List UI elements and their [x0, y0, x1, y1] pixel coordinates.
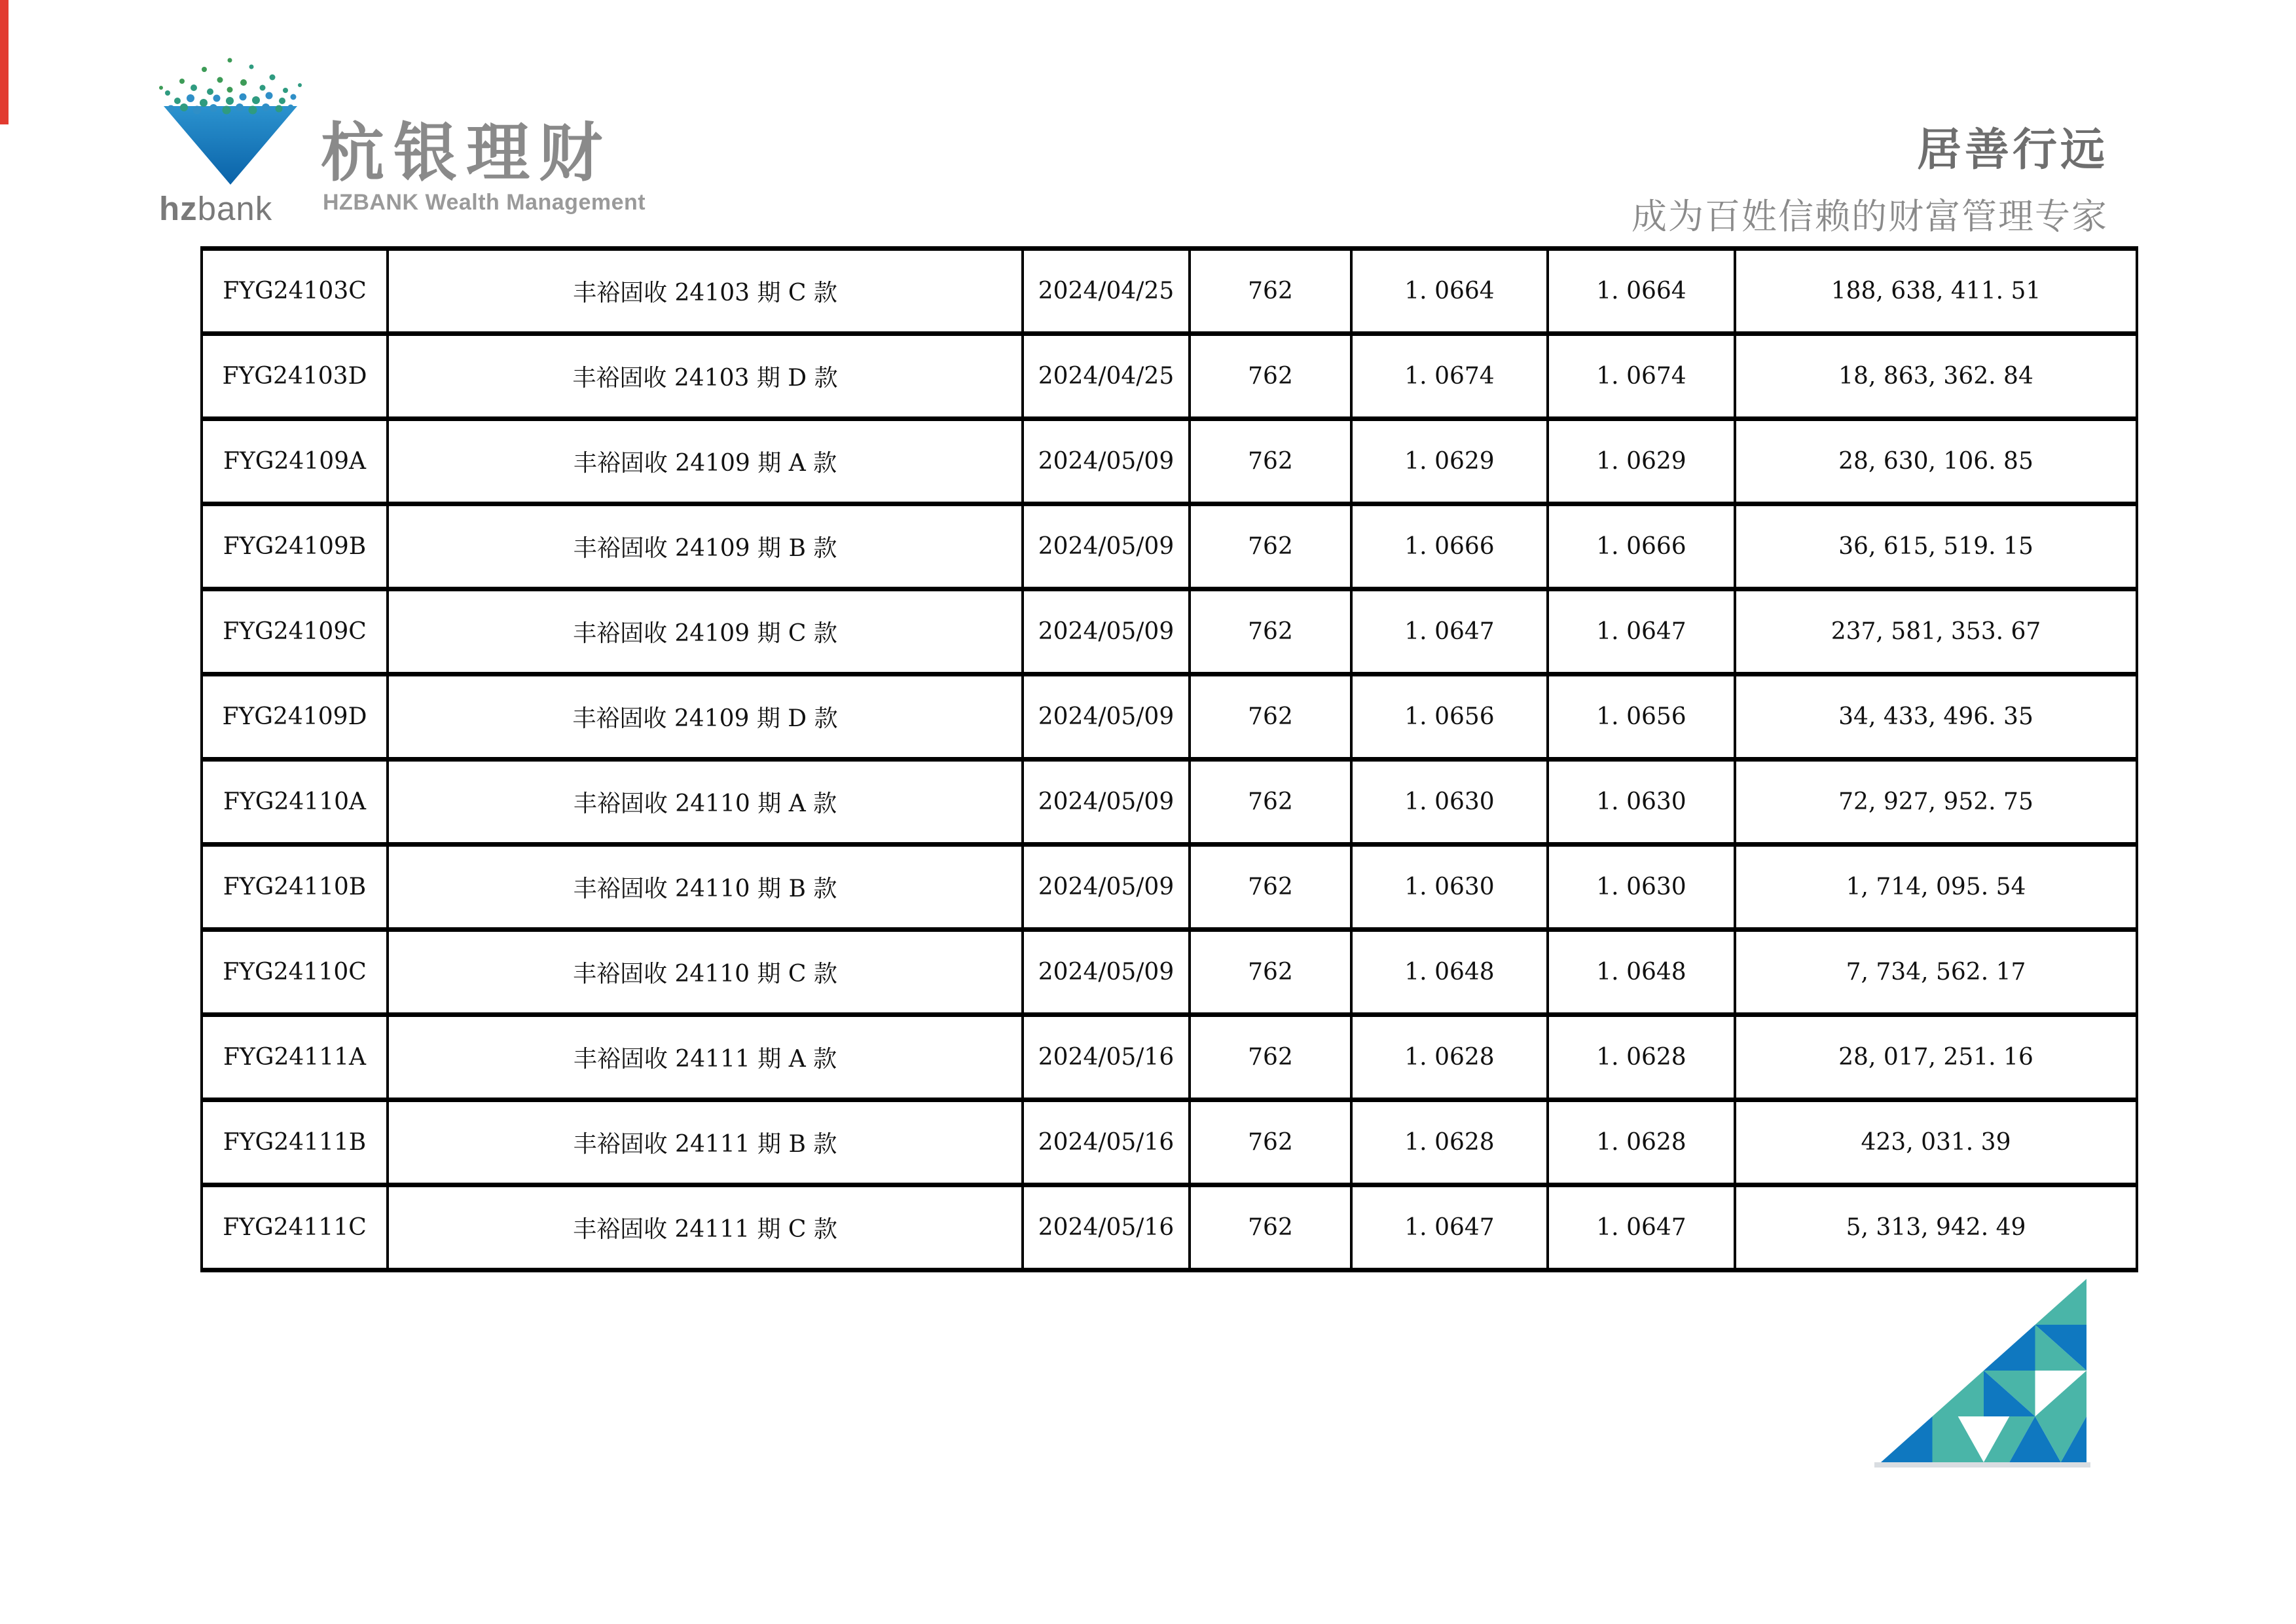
cell-amount: 188, 638, 411. 51 [1735, 249, 2137, 334]
cell-date: 2024/05/16 [1023, 1100, 1190, 1185]
cell-days: 762 [1190, 249, 1351, 334]
cell-date: 2024/04/25 [1023, 249, 1190, 334]
cell-cumulative-nav: 1. 0630 [1548, 845, 1735, 930]
cell-date: 2024/05/09 [1023, 674, 1190, 760]
cell-amount: 28, 630, 106. 85 [1735, 419, 2137, 504]
cell-cumulative-nav: 1. 0629 [1548, 419, 1735, 504]
cell-amount: 5, 313, 942. 49 [1735, 1185, 2137, 1270]
cell-product-name: 丰裕固收 24109 期 A 款 [388, 419, 1023, 504]
table-row [202, 674, 2137, 760]
table-row [202, 334, 2137, 419]
logo-latin-rest: bank [197, 190, 273, 227]
triangle-shadow-bar [1874, 1462, 2090, 1467]
cell-product-name: 丰裕固收 24111 期 B 款 [388, 1100, 1023, 1185]
cell-product-name: 丰裕固收 24109 期 B 款 [388, 504, 1023, 589]
logo-latin-bold: hz [159, 190, 198, 227]
cell-date: 2024/05/09 [1023, 930, 1190, 1015]
cell-cumulative-nav: 1. 0674 [1548, 334, 1735, 419]
cell-product-name: 丰裕固收 24110 期 A 款 [388, 760, 1023, 845]
table-row [202, 589, 2137, 674]
cell-nav: 1. 0656 [1351, 674, 1548, 760]
cell-nav: 1. 0647 [1351, 589, 1548, 674]
cell-date: 2024/05/16 [1023, 1015, 1190, 1100]
cell-product-code: FYG24109D [202, 674, 388, 760]
triangle-mosaic-decoration [1881, 1279, 2086, 1462]
slogan-subtitle: 成为百姓信赖的财富管理专家 [1631, 196, 2108, 237]
cell-cumulative-nav: 1. 0647 [1548, 1185, 1735, 1270]
cell-product-name: 丰裕固收 24103 期 D 款 [388, 334, 1023, 419]
cell-amount: 72, 927, 952. 75 [1735, 760, 2137, 845]
cell-cumulative-nav: 1. 0628 [1548, 1100, 1735, 1185]
cell-product-code: FYG24110A [202, 760, 388, 845]
cell-nav: 1. 0647 [1351, 1185, 1548, 1270]
table-row [202, 1185, 2137, 1270]
cell-amount: 28, 017, 251. 16 [1735, 1015, 2137, 1100]
cell-nav: 1. 0666 [1351, 504, 1548, 589]
cell-amount: 36, 615, 519. 15 [1735, 504, 2137, 589]
cell-product-name: 丰裕固收 24109 期 C 款 [388, 589, 1023, 674]
cell-date: 2024/04/25 [1023, 334, 1190, 419]
cell-product-code: FYG24111A [202, 1015, 388, 1100]
cell-product-name: 丰裕固收 24110 期 C 款 [388, 930, 1023, 1015]
cell-nav: 1. 0648 [1351, 930, 1548, 1015]
cell-date: 2024/05/09 [1023, 419, 1190, 504]
cell-days: 762 [1190, 419, 1351, 504]
cell-amount: 7, 734, 562. 17 [1735, 930, 2137, 1015]
cell-product-code: FYG24103D [202, 334, 388, 419]
cell-nav: 1. 0629 [1351, 419, 1548, 504]
leaf-scatter [159, 58, 302, 115]
cell-date: 2024/05/16 [1023, 1185, 1190, 1270]
cell-days: 762 [1190, 1185, 1351, 1270]
cell-product-code: FYG24110B [202, 845, 388, 930]
cell-days: 762 [1190, 1015, 1351, 1100]
logo-chinese-name: 杭银理财 [321, 116, 611, 190]
cell-date: 2024/05/09 [1023, 760, 1190, 845]
cell-date: 2024/05/09 [1023, 504, 1190, 589]
cell-product-name: 丰裕固收 24103 期 C 款 [388, 249, 1023, 334]
cell-days: 762 [1190, 589, 1351, 674]
cell-product-code: FYG24111B [202, 1100, 388, 1185]
cell-cumulative-nav: 1. 0630 [1548, 760, 1735, 845]
cell-days: 762 [1190, 674, 1351, 760]
table-row [202, 1100, 2137, 1185]
table-row [202, 1015, 2137, 1100]
cell-days: 762 [1190, 504, 1351, 589]
cell-cumulative-nav: 1. 0628 [1548, 1015, 1735, 1100]
cell-date: 2024/05/09 [1023, 589, 1190, 674]
cell-cumulative-nav: 1. 0648 [1548, 930, 1735, 1015]
cell-days: 762 [1190, 1100, 1351, 1185]
cell-days: 762 [1190, 845, 1351, 930]
cell-days: 762 [1190, 930, 1351, 1015]
cell-amount: 18, 863, 362. 84 [1735, 334, 2137, 419]
cell-nav: 1. 0630 [1351, 760, 1548, 845]
table-row [202, 249, 2137, 334]
cell-product-code: FYG24111C [202, 1185, 388, 1270]
cell-date: 2024/05/09 [1023, 845, 1190, 930]
logo-latin-wordmark [159, 192, 272, 225]
cell-product-code: FYG24109A [202, 419, 388, 504]
logo-splash-icon [155, 54, 306, 203]
logo-english-name: HZBANK Wealth Management [323, 190, 646, 215]
page-edge-red-mark [0, 0, 9, 124]
products-table [200, 246, 2138, 1272]
cell-product-code: FYG24103C [202, 249, 388, 334]
cell-nav: 1. 0664 [1351, 249, 1548, 334]
cell-nav: 1. 0630 [1351, 845, 1548, 930]
cell-nav: 1. 0628 [1351, 1015, 1548, 1100]
cell-nav: 1. 0674 [1351, 334, 1548, 419]
header-slogan [1631, 115, 2108, 239]
table-row [202, 504, 2137, 589]
cell-amount: 1, 714, 095. 54 [1735, 845, 2137, 930]
cell-cumulative-nav: 1. 0664 [1548, 249, 1735, 334]
cell-days: 762 [1190, 334, 1351, 419]
cell-product-name: 丰裕固收 24109 期 D 款 [388, 674, 1023, 760]
cell-amount: 34, 433, 496. 35 [1735, 674, 2137, 760]
cell-product-code: FYG24109C [202, 589, 388, 674]
table-row [202, 930, 2137, 1015]
cell-cumulative-nav: 1. 0666 [1548, 504, 1735, 589]
cell-amount: 423, 031. 39 [1735, 1100, 2137, 1185]
table-row [202, 760, 2137, 845]
cell-product-code: FYG24109B [202, 504, 388, 589]
slogan-title: 居善行远 [1916, 124, 2108, 176]
table-row [202, 845, 2137, 930]
cell-amount: 237, 581, 353. 67 [1735, 589, 2137, 674]
cell-product-name: 丰裕固收 24111 期 A 款 [388, 1015, 1023, 1100]
cell-cumulative-nav: 1. 0656 [1548, 674, 1735, 760]
cell-nav: 1. 0628 [1351, 1100, 1548, 1185]
cell-days: 762 [1190, 760, 1351, 845]
cell-cumulative-nav: 1. 0647 [1548, 589, 1735, 674]
cell-product-name: 丰裕固收 24110 期 B 款 [388, 845, 1023, 930]
cell-product-name: 丰裕固收 24111 期 C 款 [388, 1185, 1023, 1270]
cell-product-code: FYG24110C [202, 930, 388, 1015]
table-row [202, 419, 2137, 504]
